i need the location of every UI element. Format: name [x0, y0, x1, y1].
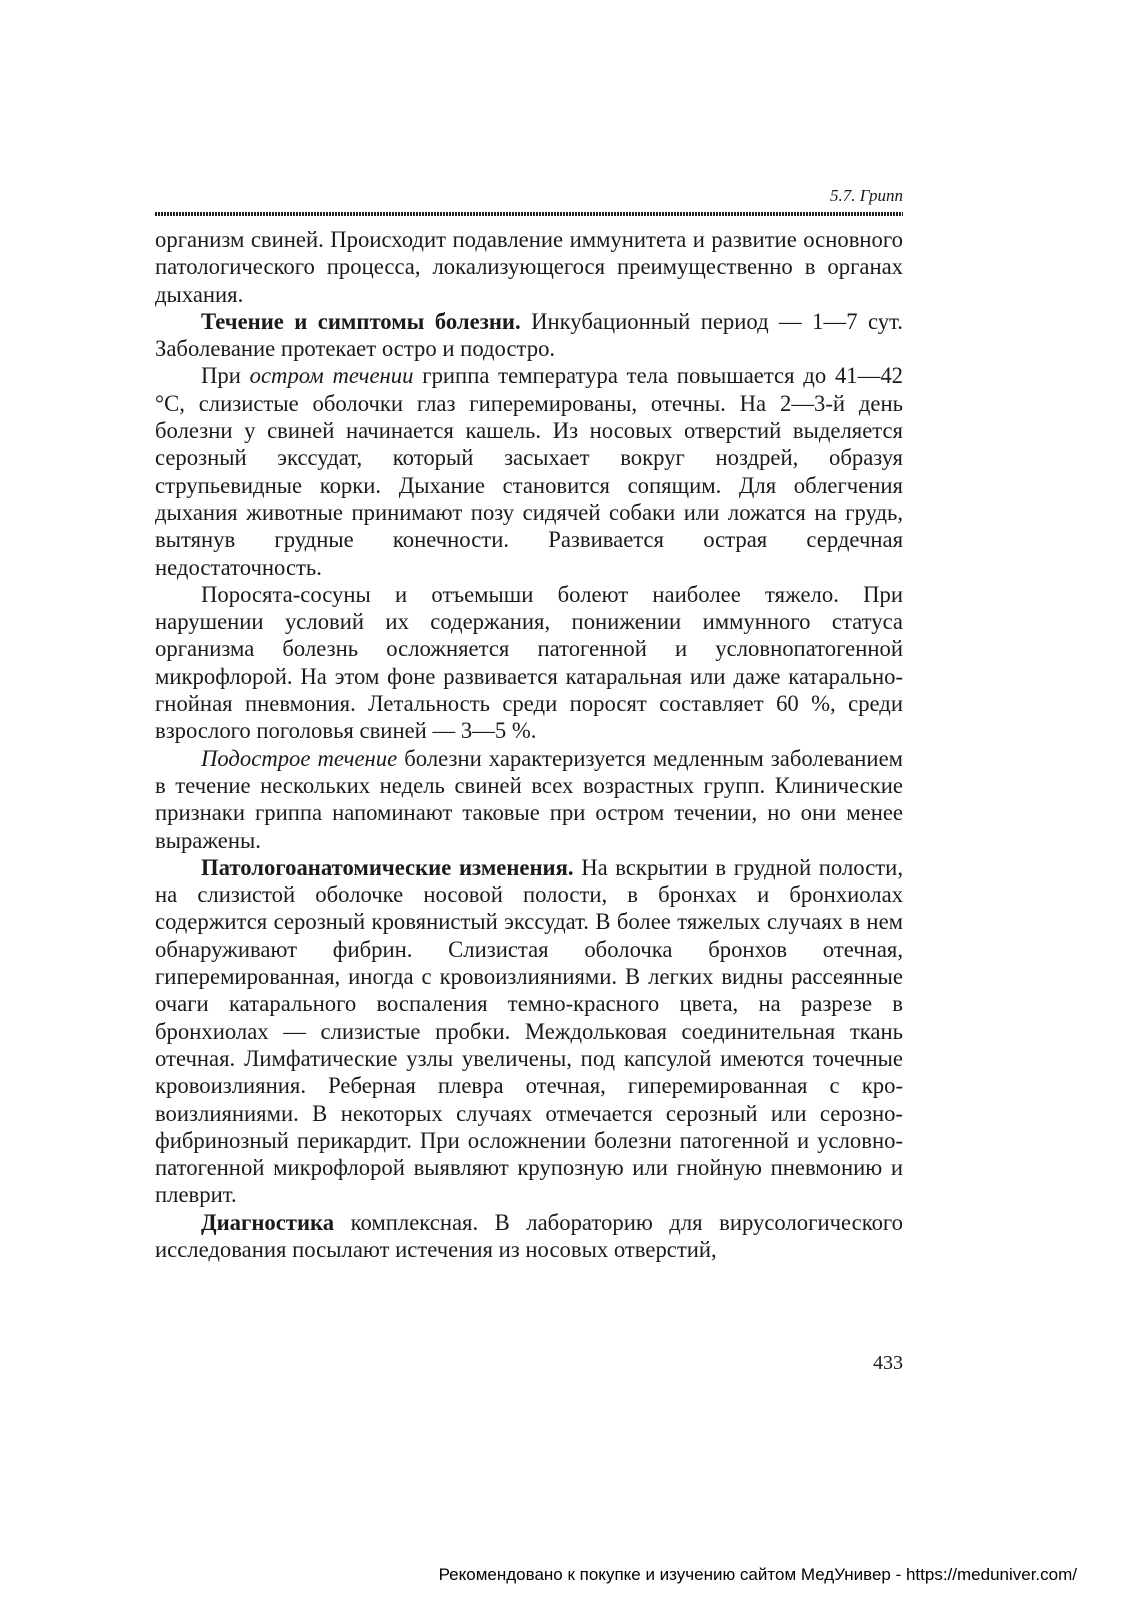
paragraph-pathology: [155, 854, 903, 1209]
section-heading-course: Течение и симптомы болезни.: [201, 308, 521, 334]
paragraph-piglets: Поросята-сосуны и отъемыши болеют наиболее тяжело. При нарушении условий их содержания, понижении иммунного статуса организма болезнь осложняется патогенной и условнопатогенной микрофлорой. На этом фоне развивается катаральная или даже катарально-гнойная пневмония. Летальность среди поросят составляет 60 %, среди взрослого поголовья свиней — 3—5 %.: [155, 581, 903, 744]
paragraph-text: комплексная. В лабораторию для вирусологического исследования посылают истечения из носовых отверстий,: [155, 1209, 903, 1262]
paragraph-text: Инкубационный период — 1—7 сут. Заболевание протекает остро и подостро.: [155, 308, 903, 362]
section-heading-pathology: Патологоанатомические изменения.: [201, 854, 574, 880]
header-rule: [155, 212, 903, 216]
emphasis-term: остром течении: [249, 363, 414, 389]
section-heading-diagnostics: Диагностика: [201, 1209, 335, 1235]
paragraph-diagnostics: [155, 1209, 903, 1264]
paragraph-course-symptoms: [155, 308, 903, 363]
paragraph-text: При: [201, 363, 250, 389]
emphasis-term: Подострое течение: [201, 745, 398, 771]
paragraph-text: гриппа температура тела повышается до 41—42 °С, слизистые оболочки глаз гиперемированы, отечны. На 2—3-й день болезни у свиней начинается кашель. Из носовых отверстий выделяется серозный экссудат, который засыхает вокруг ноздрей, образуя струпьевидные корки. Дыхание становится сопящим. Для облегчения дыхания животные принимают позу сидячей собаки или ложатся на грудь, вытянув грудные конечности. Развивается острая сердечная недостаточность.: [155, 363, 904, 580]
paragraph-subacute-course: [155, 745, 903, 854]
paragraph-text: болезни характеризуется медленным заболеванием в течение нескольких недель свиней всех возрастных групп. Клинические признаки гриппа напоминают таковые при остром течении, но они менее выражены.: [155, 745, 903, 853]
page-text: [155, 226, 903, 1263]
paragraph-acute-course: [155, 362, 903, 580]
page-number: 433: [873, 1352, 903, 1374]
paragraph-1: организм свиней. Происходит подавление иммунитета и развитие основного патологического процесса, локализующегося преимущественно в органах дыхания.: [155, 227, 903, 307]
paragraph-text: На вскрытии в грудной полости, на слизистой оболочке носовой полости, в бронхах и бронхиолах содержится серозный кровянистый экссудат. В более тяжелых случаях в нем обнаруживают фибрин. Слизистая оболочка бронхов отечная, гиперемированная, иногда с кровоизлияниями. В легких видны рассеянные очаги катарального воспаления темно-красного цвета, на разрезе в бронхиолах — слизистые пробки. Междольковая соединительная ткань отечная. Лимфатические узлы увеличены, под капсулой имеются точечные кровоизлияния. Реберная плевра отечная, гиперемированная с кровоизлияниями. В некоторых случаях отмечается серозный или серозно-фибринозный перикардит. При осложнении болезни патогенной и условно-патогенной микрофлорой выявляют крупозную или гнойную пневмонию и плеврит.: [155, 854, 903, 1208]
running-header: 5.7. Грипп: [830, 186, 903, 205]
footer-watermark-note: Рекомендовано к покупке и изучению сайтом МедУнивер - https://meduniver.com/: [438, 1565, 1077, 1584]
